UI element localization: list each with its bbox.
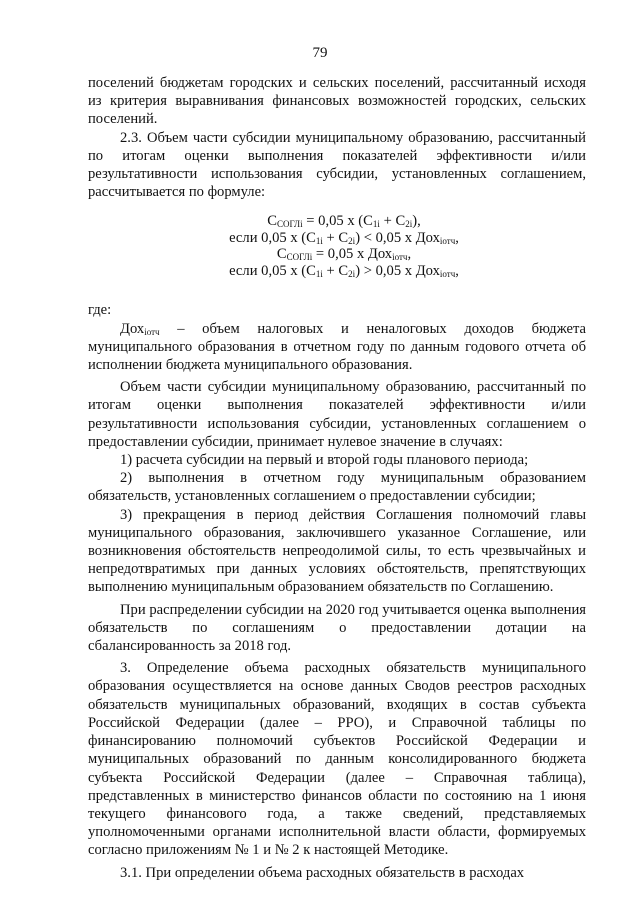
case-2: 2) выполнения в отчетном году муниципальным образованием обязательств, установленных соглашением о предоставлении субсидии; <box>88 470 586 505</box>
formula-block <box>88 213 586 279</box>
formula-line-2: если 0,05 x $(C_{1i} + C_{2i}) < 0,05$ x Дох$_{iотч}$, <box>229 229 459 246</box>
paragraph-3-1: 3.1. При определении объема расходных обязательств в расходах <box>120 864 525 881</box>
case-1: 1) расчета субсидии на первый и второй годы планового периода; <box>120 452 529 469</box>
formula-line-4: если 0,05 x $(C_{1i} + C_{2i}) > 0,05$ x Дох$_{iотч}$, <box>229 262 459 279</box>
formula-line-1: $C_{СОГЛi} = 0,05$ x $(C_{1i} + C_{2i})$, <box>267 213 421 230</box>
case-3: 3) прекращения в период действия Соглашения полномочий главы муниципального образования, заключившего указанное Соглашение, или возникновения обстоятельств непреодолимой силы, то есть чрезвычайных и непредотвратимых при данных условиях обстоятельств, препятствующих выполнению муниципальным образованием обязательств по Соглашению. <box>88 506 586 596</box>
paragraph-zero-value: Объем части субсидии муниципальному образованию, рассчитанный по итогам оценки выполнения показателей эффективности и/или результативности использования субсидии, установленных соглашением о предоставлении субсидии, принимает нулевое значение в случаях: <box>88 379 586 450</box>
paragraph-2020: При распределении субсидии на 2020 год учитывается оценка выполнения обязательств по соглашениям о предоставлении дотации на сбалансированность за 2018 год. <box>88 601 586 655</box>
definition-dox: Дох$_{iотч}$ – объем налоговых и неналоговых доходов бюджета муниципального образования в отчетном году по данным годового отчета об исполнении бюджета муниципального образования. <box>88 320 586 374</box>
formula-line-3: $C_{СОГЛi} = 0,05$ x Дох$_{iотч}$, <box>276 246 412 263</box>
paragraph-2-3: 2.3. Объем части субсидии муниципальному образованию, рассчитанный по итогам оценки выполнения показателей эффективности и/или результативности использования субсидии, установленных соглашением, рассчитывается по формуле: <box>88 129 586 201</box>
paragraph-continuation: поселений бюджетам городских и сельских поселений, рассчитанный исходя из критерия выравнивания финансовых возможностей городских, сельских поселений. <box>88 75 586 128</box>
where-label: где: <box>88 302 112 319</box>
paragraph-3: 3. Определение объема расходных обязательств муниципального образования осуществляется на основе данных Сводов реестров расходных обязательств муниципальных образований, входящих в состав субъекта Российской Федерации (далее – РРО), и Справочной таблицы по финансированию полномочий субъектов Российской Федерации и муниципальных образований по данным консолидированного бюджета субъекта Российской Федерации (далее – Справочная таблица), представленных в министерство финансов области по состоянию на 1 июня текущего финансового года, а также сведений, представляемых уполномоченными органами исполнительной власти области, формируемых согласно приложениям № 1 и № 2 к настоящей Методике. <box>88 660 586 859</box>
page-number: 79 <box>312 45 328 61</box>
